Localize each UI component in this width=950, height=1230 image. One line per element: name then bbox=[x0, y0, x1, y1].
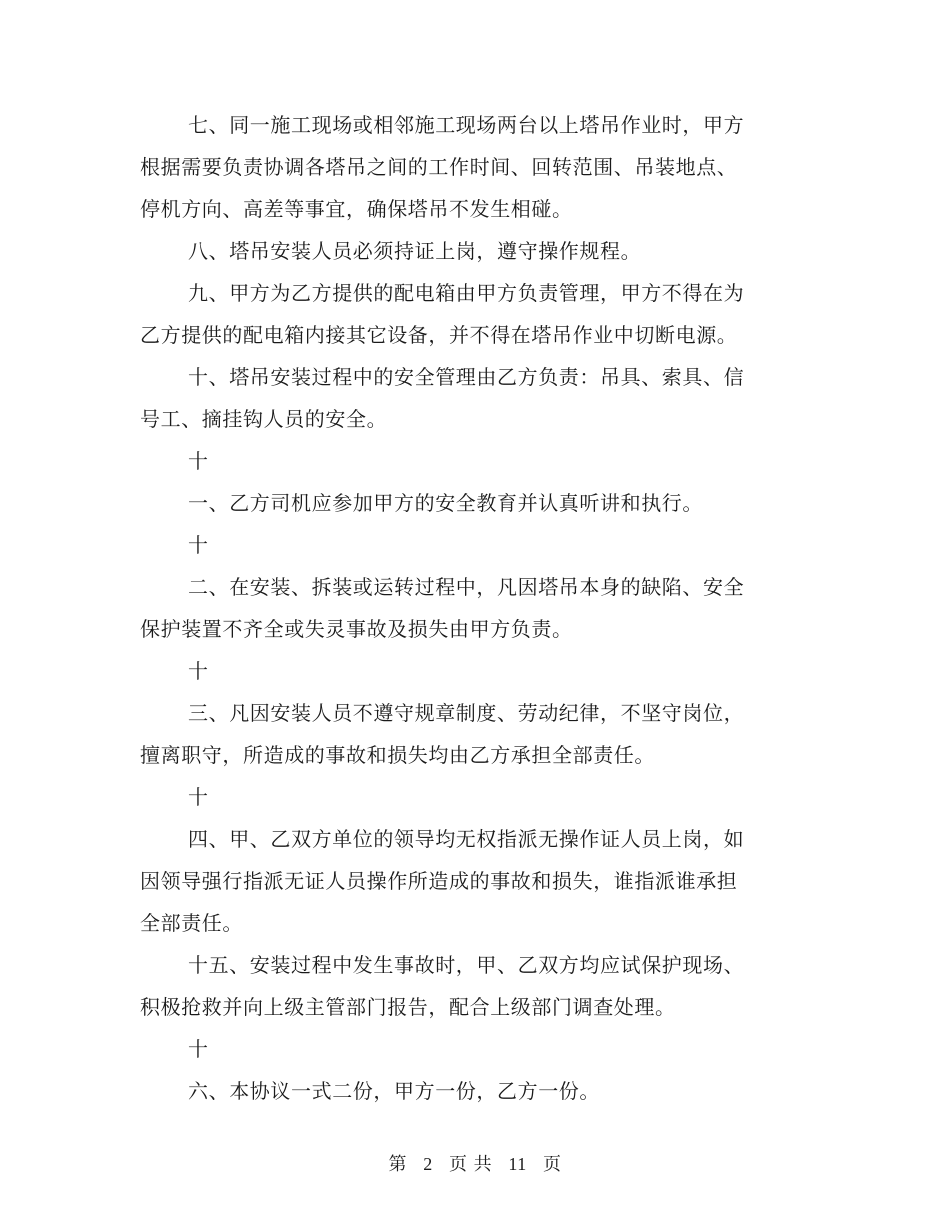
clause-14-prefix: 十 bbox=[188, 785, 209, 809]
total-pages: 11 bbox=[508, 1154, 527, 1174]
clause-13: 三、凡因安装人员不遵守规章制度、劳动纪律，不坚守岗位，擅离职守，所造成的事故和损失均由乙方承担全部责任。 bbox=[140, 701, 745, 767]
clause-12-prefix: 十 bbox=[188, 533, 209, 557]
clause-11: 一、乙方司机应参加甲方的安全教育并认真听讲和执行。 bbox=[188, 491, 703, 515]
page-footer bbox=[0, 1150, 950, 1176]
footer-prefix: 第 bbox=[388, 1154, 407, 1175]
clause-15: 十五、安装过程中发生事故时，甲、乙双方均应试保护现场、积极抢救并向上级主管部门报告，配合上级部门调查处理。 bbox=[140, 953, 745, 1019]
footer-middle: 页 共 bbox=[448, 1154, 493, 1175]
document-body bbox=[140, 104, 756, 1112]
clause-16-prefix: 十 bbox=[188, 1037, 209, 1061]
clause-12: 二、在安装、拆装或运转过程中，凡因塔吊本身的缺陷、安全保护装置不齐全或失灵事故及损失由甲方负责。 bbox=[140, 575, 745, 641]
clause-10: 十、塔吊安装过程中的安全管理由乙方负责：吊具、索具、信号工、摘挂钩人员的安全。 bbox=[140, 365, 745, 431]
clause-13-prefix: 十 bbox=[188, 659, 209, 683]
clause-7: 七、同一施工现场或相邻施工现场两台以上塔吊作业时，甲方根据需要负责协调各塔吊之间的工作时间、回转范围、吊装地点、停机方向、高差等事宜，确保塔吊不发生相碰。 bbox=[140, 113, 745, 221]
clause-16: 六、本协议一式二份，甲方一份，乙方一份。 bbox=[188, 1079, 600, 1103]
footer-suffix: 页 bbox=[543, 1154, 562, 1175]
clause-9: 九、甲方为乙方提供的配电箱由甲方负责管理，甲方不得在为乙方提供的配电箱内接其它设备，并不得在塔吊作业中切断电源。 bbox=[140, 281, 745, 347]
clause-8: 八、塔吊安装人员必须持证上岗，遵守操作规程。 bbox=[188, 239, 642, 263]
page-number: 2 bbox=[423, 1154, 433, 1174]
clause-11-prefix: 十 bbox=[188, 449, 209, 473]
clause-14: 四、甲、乙双方单位的领导均无权指派无操作证人员上岗，如因领导强行指派无证人员操作所造成的事故和损失，谁指派谁承担全部责任。 bbox=[140, 827, 745, 935]
